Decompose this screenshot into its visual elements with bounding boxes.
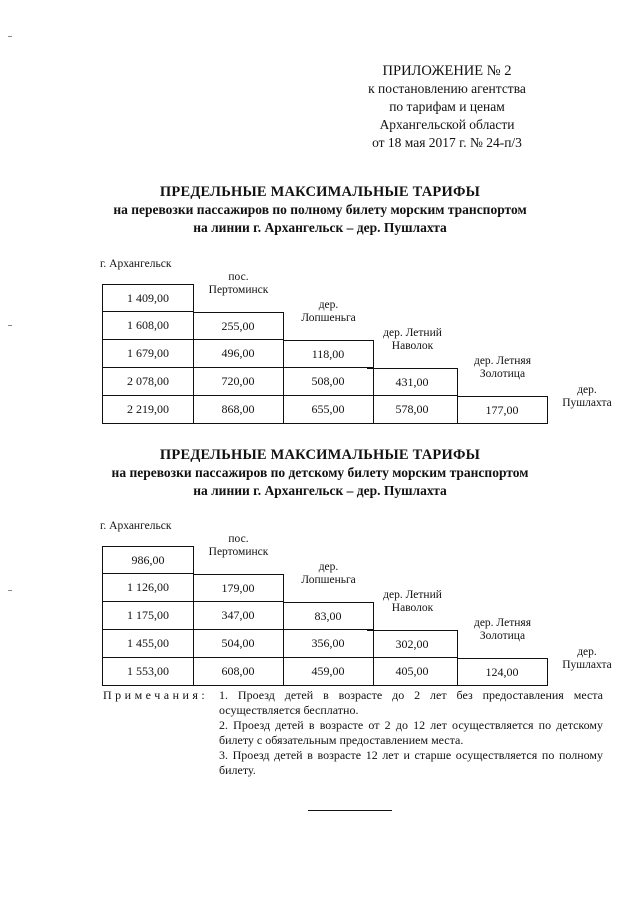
heading-title: ПРЕДЕЛЬНЫЕ МАКСИМАЛЬНЫЕ ТАРИФЫ [159, 447, 481, 463]
fare-cell: 431,00 [367, 368, 458, 396]
heading-title: ПРЕДЕЛЬНЫЕ МАКСИМАЛЬНЫЕ ТАРИФЫ [159, 184, 481, 200]
notes-list [219, 688, 603, 778]
fare-cell: 356,00 [283, 630, 374, 658]
fare-cell: 1 126,00 [102, 574, 194, 602]
notes-caption: Примечания: [103, 688, 209, 702]
note-item: 3. Проезд детей в возрасте 12 лет и старше осуществляется по полному билету. [219, 748, 603, 777]
fare-cell: 1 409,00 [102, 284, 194, 312]
stop-label: пос. Пертоминск [208, 271, 269, 296]
fare-cell: 655,00 [283, 396, 374, 424]
fare-cell: 1 608,00 [102, 312, 194, 340]
stop-label: дер. Пушлахта [562, 646, 612, 671]
stop-label: дер. Летний Наволок [383, 589, 442, 614]
note-item: 1. Проезд детей в возрасте до 2 лет без предоставления места осуществляется бесплатно. [219, 688, 603, 717]
heading-route: на линии г. Архангельск – дер. Пушлахта [193, 483, 447, 498]
appendix-block [327, 62, 567, 152]
fare-cell: 1 455,00 [102, 630, 194, 658]
appendix-title: ПРИЛОЖЕНИЕ № 2 [382, 63, 512, 79]
note-item: 2. Проезд детей в возрасте от 2 до 12 лет осуществляется по детскому билету с обязательным предоставлением места. [219, 718, 603, 747]
fare-cell: 508,00 [283, 368, 374, 396]
scan-mark [8, 36, 12, 37]
heading-subtitle: на перевозки пассажиров по детскому билету морским транспортом [111, 465, 529, 480]
fare-cell: 177,00 [457, 396, 548, 424]
appendix-line: Архангельской области [379, 117, 515, 132]
stop-label: пос. Пертоминск [208, 533, 269, 558]
closing-rule [308, 810, 392, 811]
heading-subtitle: на перевозки пассажиров по полному билету морским транспортом [113, 202, 527, 217]
fare-cell: 118,00 [283, 340, 374, 368]
fare-cell: 255,00 [193, 312, 284, 340]
fare-cell: 504,00 [193, 630, 284, 658]
fare-cell: 2 078,00 [102, 368, 194, 396]
fare-cell: 2 219,00 [102, 396, 194, 424]
heading-route: на линии г. Архангельск – дер. Пушлахта [193, 220, 447, 235]
fare-cell: 720,00 [193, 368, 284, 396]
stop-label: дер. Лопшеньга [301, 299, 356, 324]
child-fare-heading [0, 446, 640, 500]
fare-cell: 986,00 [102, 546, 194, 574]
stop-label: дер. Летняя Золотица [473, 355, 532, 380]
fare-cell: 608,00 [193, 658, 284, 686]
stop-label: г. Архангельск [100, 258, 172, 270]
full-fare-heading [0, 183, 640, 237]
fare-cell: 578,00 [367, 396, 458, 424]
appendix-line: к постановлению агентства [368, 81, 526, 96]
stop-label: дер. Пушлахта [562, 384, 612, 409]
fare-cell: 302,00 [367, 630, 458, 658]
fare-cell: 83,00 [283, 602, 374, 630]
appendix-line: по тарифам и ценам [389, 99, 505, 114]
fare-cell: 405,00 [367, 658, 458, 686]
fare-cell: 1 175,00 [102, 602, 194, 630]
full-fare-table [0, 258, 640, 458]
appendix-line: от 18 мая 2017 г. № 24-п/3 [372, 135, 522, 150]
fare-cell: 179,00 [193, 574, 284, 602]
stop-label: дер. Лопшеньга [301, 561, 356, 586]
stop-label: дер. Летний Наволок [383, 327, 442, 352]
fare-cell: 347,00 [193, 602, 284, 630]
fare-cell: 459,00 [283, 658, 374, 686]
fare-cell: 496,00 [193, 340, 284, 368]
fare-cell: 124,00 [457, 658, 548, 686]
stop-label: дер. Летняя Золотица [473, 617, 532, 642]
fare-cell: 868,00 [193, 396, 284, 424]
fare-cell: 1 553,00 [102, 658, 194, 686]
stop-label: г. Архангельск [100, 520, 172, 532]
fare-cell: 1 679,00 [102, 340, 194, 368]
